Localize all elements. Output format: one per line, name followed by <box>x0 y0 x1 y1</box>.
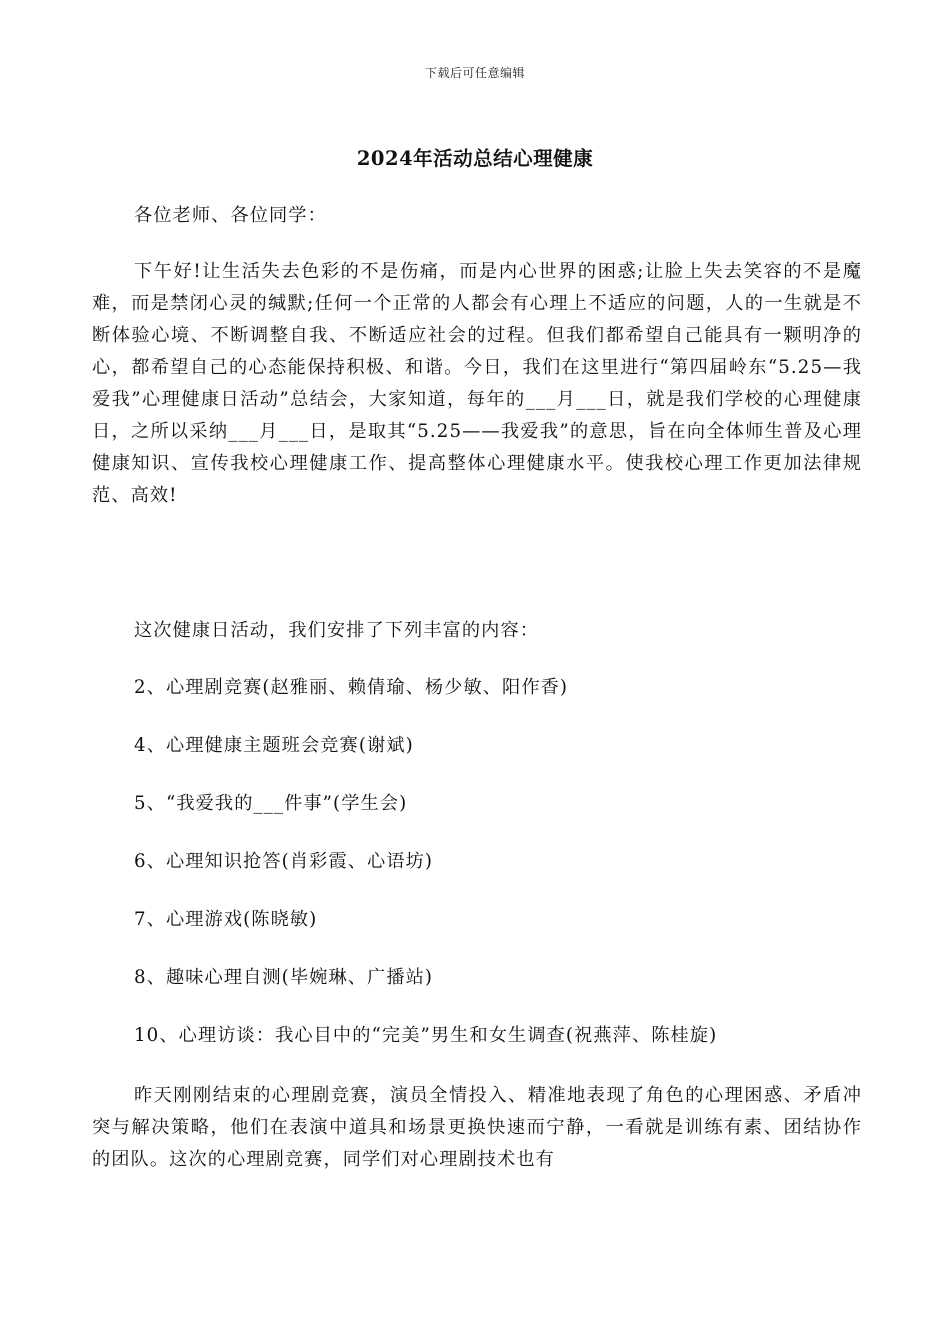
activity-intro: 这次健康日活动，我们安排了下列丰富的内容： <box>134 620 540 641</box>
list-item: 5、“我爱我的___件事”(学生会) <box>134 793 408 814</box>
document-title: 2024年活动总结心理健康 <box>356 147 594 170</box>
list-item: 2、心理剧竞赛(赵雅丽、赖倩瑜、杨少敏、阳作香) <box>134 677 569 698</box>
activity-list <box>134 672 874 1078</box>
list-item: 7、心理游戏(陈晓敏) <box>134 909 318 930</box>
paragraph-opening: 下午好!让生活失去色彩的不是伤痛，而是内心世界的困惑;让脸上失去笑容的不是魔难，而是禁闭心灵的缄默;任何一个正常的人都会有心理上不适应的问题，人的一生就是不断体验心境、不断调整自我、不断适应社会的过程。但我们都希望自己能具有一颗明净的心，都希望自己的心态能保持积极、和谐。今日，我们在这里进行“第四届岭东“5.25—我爱我”心理健康日活动”总结会，大家知道，每年的___月___日，就是我们学校的心理健康日，之所以采纳___月___日，是取其“5.25——我爱我”的意思，旨在向全体师生普及心理健康知识、宣传我校心理健康工作、提高整体心理健康水平。使我校心理工作更加法律规范、高效! <box>92 261 862 506</box>
paragraph-drama-review: 昨天刚刚结束的心理剧竞赛，演员全情投入、精准地表现了角色的心理困惑、矛盾冲突与解决策略，他们在表演中道具和场景更换快速而宁静，一看就是训练有素、团结协作的团队。这次的心理剧竞赛，同学们对心理剧技术也有 <box>92 1085 862 1170</box>
list-item: 8、趣味心理自测(毕婉琳、广播站) <box>134 967 434 988</box>
list-item: 10、心理访谈：我心目中的“完美”男生和女生调查(祝燕萍、陈桂旋) <box>134 1025 718 1046</box>
list-item: 6、心理知识抢答(肖彩霞、心语坊) <box>134 851 434 872</box>
salutation: 各位老师、各位同学： <box>134 205 327 226</box>
list-item: 4、心理健康主题班会竞赛(谢斌) <box>134 735 414 756</box>
header-note: 下载后可任意编辑 <box>424 66 525 80</box>
